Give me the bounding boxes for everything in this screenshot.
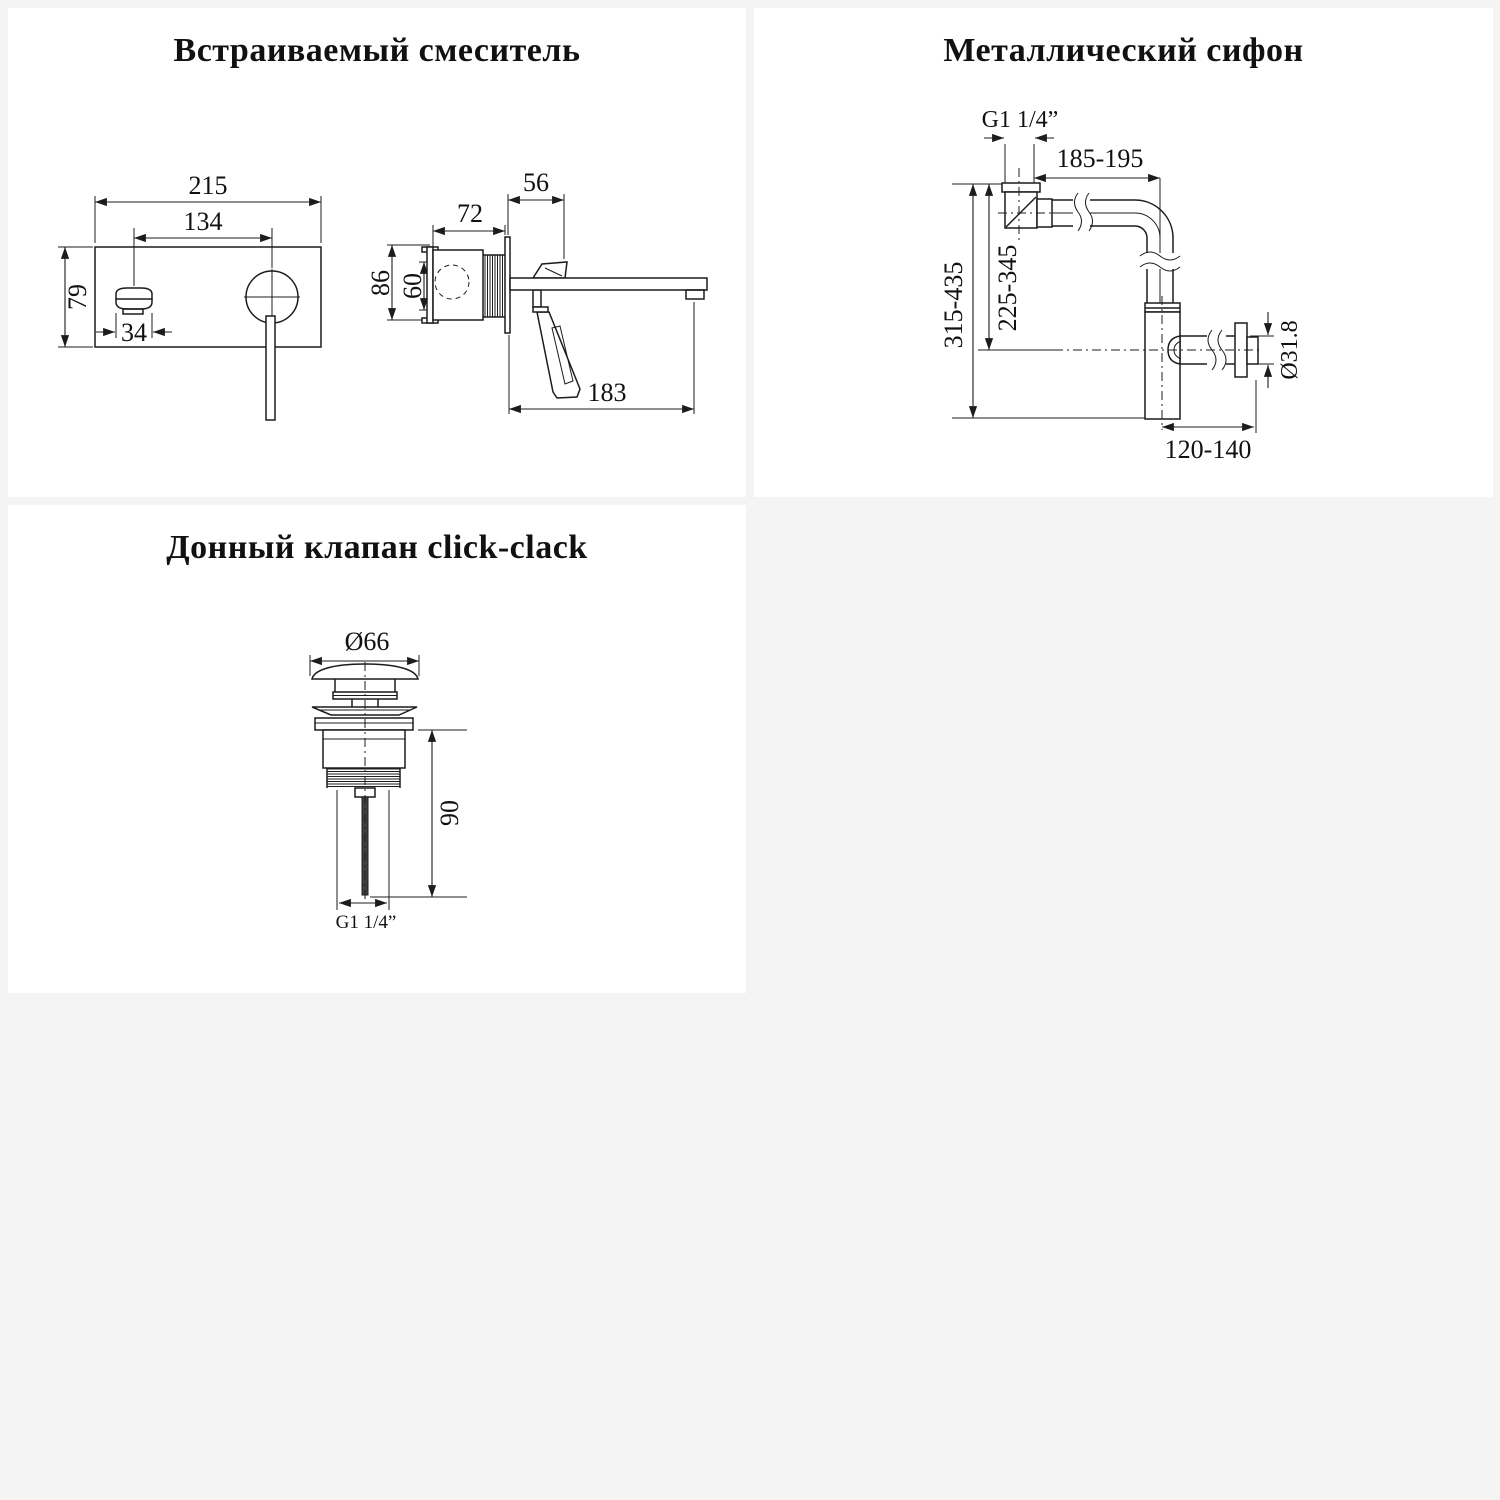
pipe-break-mark <box>1140 252 1180 260</box>
siphon-title: Металлический сифон <box>943 32 1304 69</box>
dim-label-plate-height: 79 <box>63 284 92 310</box>
dim-horizontal-reach <box>1034 144 1160 238</box>
mixer-spout-front <box>116 288 152 314</box>
dim-spout-length <box>509 302 694 414</box>
siphon-technical-drawing <box>754 8 1493 497</box>
dim-label-handle-depth: 56 <box>523 168 549 197</box>
mixer-technical-drawing <box>8 8 746 497</box>
dim-body-depth <box>433 199 505 247</box>
dim-label-inner-height: 60 <box>398 273 427 299</box>
mixer-thread-section <box>483 255 505 317</box>
dim-label-horizontal-reach: 185-195 <box>1056 144 1144 173</box>
dim-label-body-height: 86 <box>366 270 395 296</box>
pipe-break-mark <box>1075 193 1082 231</box>
mixer-aerator <box>686 290 704 299</box>
siphon-horizontal-pipe <box>1052 193 1173 238</box>
pipe-break-mark <box>1086 193 1093 231</box>
mixer-handle-front <box>244 269 300 420</box>
dim-label-valve-thread: G1 1/4” <box>335 912 397 933</box>
valve-title: Донный клапан click-clack <box>166 529 588 566</box>
mixer-side-view <box>366 168 707 414</box>
dim-label-trap-height: 225-345 <box>993 244 1022 332</box>
dim-label-cap-diameter: Ø66 <box>344 627 390 656</box>
dim-label-body-depth: 72 <box>457 199 483 228</box>
dim-label-wall-offset: 120-140 <box>1164 435 1252 464</box>
siphon-vertical-pipe <box>1140 238 1180 303</box>
dim-label-plate-width: 215 <box>188 171 228 200</box>
dim-label-valve-height: 90 <box>435 800 464 826</box>
dim-handle-depth <box>508 168 564 259</box>
dim-label-total-height: 315-435 <box>939 261 968 349</box>
dim-plate-height <box>58 247 93 347</box>
dim-spout-width <box>96 313 172 347</box>
panel-metal-siphon <box>754 8 1493 497</box>
mixer-lever-front <box>266 316 275 420</box>
valve-technical-drawing <box>8 505 746 993</box>
dim-label-holes-spacing: 134 <box>183 207 223 236</box>
mixer-body-side <box>422 237 510 333</box>
panel-click-clack-valve <box>8 505 746 993</box>
mixer-front-view <box>58 171 321 420</box>
dim-label-outlet-diameter: Ø31.8 <box>1277 320 1303 380</box>
dim-label-spout-length: 183 <box>587 378 627 407</box>
dim-inlet-thread <box>982 107 1059 183</box>
mixer-title: Встраиваемый смеситель <box>173 32 581 69</box>
dim-label-inlet-thread: G1 1/4” <box>981 107 1059 133</box>
panel-built-in-mixer <box>8 8 746 497</box>
dim-label-spout-width: 34 <box>121 318 147 347</box>
valve-thread-section <box>327 768 400 788</box>
siphon-inlet-elbow <box>1002 183 1052 228</box>
